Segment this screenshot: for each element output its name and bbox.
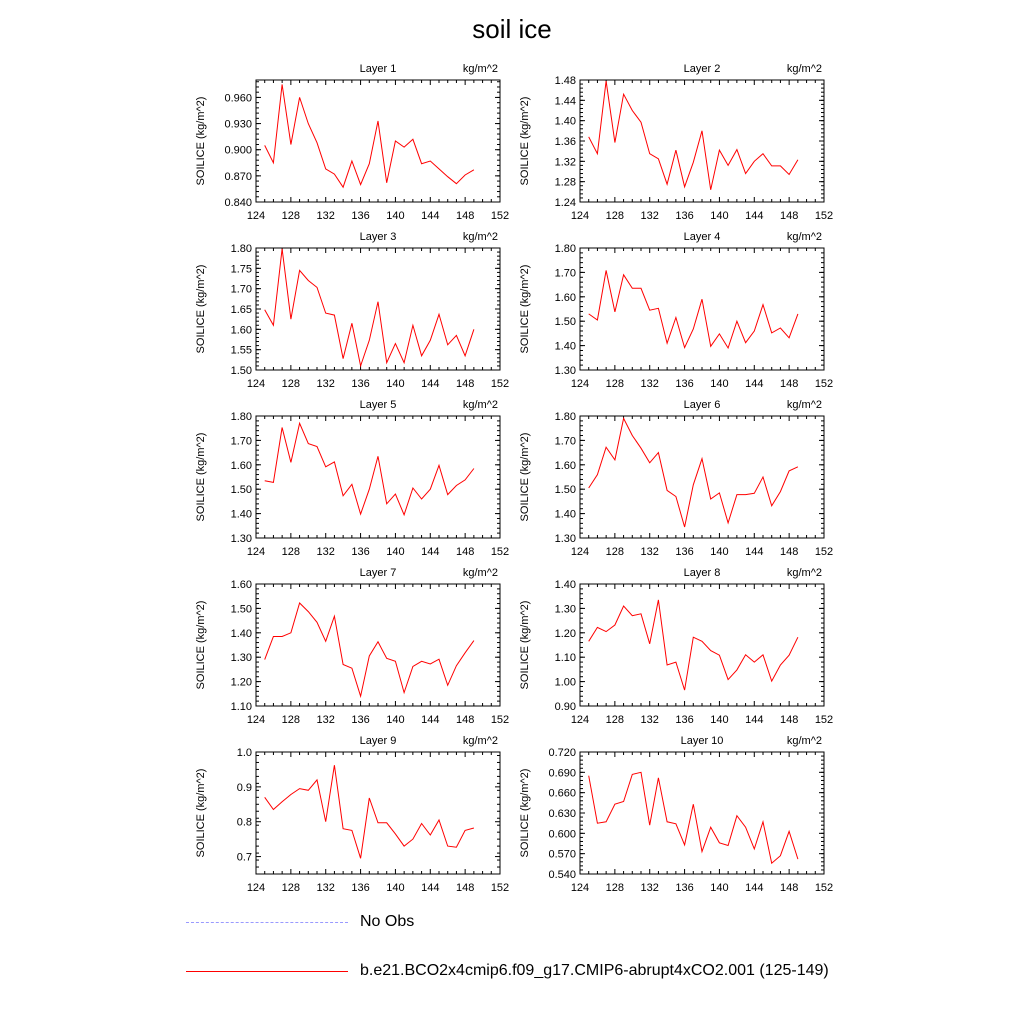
- x-tick-label: 132: [316, 378, 335, 390]
- y-tick-label: 1.70: [230, 435, 252, 448]
- y-tick-label: 1.60: [230, 459, 252, 472]
- y-tick-label: 0.870: [224, 170, 252, 183]
- panel-title: Layer 2: [683, 63, 721, 75]
- layer-panel: [519, 567, 833, 726]
- x-tick-label: 140: [710, 378, 729, 390]
- panel-units: kg/m^2: [462, 399, 498, 411]
- x-tick-label: 136: [675, 210, 694, 222]
- x-tick-label: 132: [640, 882, 659, 894]
- panel-units: kg/m^2: [786, 63, 822, 75]
- y-tick-label: 1.44: [554, 95, 576, 108]
- y-tick-label: 0.900: [224, 144, 252, 157]
- y-tick-label: 1.30: [230, 652, 252, 665]
- y-tick-label: 1.55: [230, 344, 252, 357]
- y-tick-label: 1.80: [230, 411, 252, 423]
- x-tick-label: 140: [386, 210, 405, 222]
- x-tick-label: 152: [814, 546, 834, 558]
- x-tick-label: 124: [246, 882, 266, 894]
- y-tick-label: 1.50: [554, 316, 576, 329]
- y-tick-label: 1.60: [554, 459, 576, 472]
- x-tick-label: 128: [605, 882, 625, 894]
- y-axis-label: SOILICE (kg/m^2): [519, 768, 531, 858]
- x-tick-label: 152: [490, 546, 510, 558]
- y-tick-label: 0.840: [224, 197, 252, 209]
- y-tick-label: 1.60: [554, 291, 576, 304]
- x-tick-label: 144: [421, 378, 440, 390]
- plot-frame: [580, 248, 824, 370]
- x-tick-label: 124: [246, 210, 266, 222]
- panel-title: Layer 10: [680, 735, 724, 747]
- x-tick-label: 136: [351, 714, 370, 726]
- y-axis-label: SOILICE (kg/m^2): [195, 96, 207, 186]
- x-tick-label: 148: [779, 546, 799, 558]
- series-line: [589, 600, 798, 690]
- y-tick-label: 1.70: [230, 283, 252, 296]
- x-tick-label: 148: [455, 882, 475, 894]
- y-tick-label: 1.00: [554, 676, 576, 689]
- panel-title: Layer 5: [359, 399, 397, 411]
- y-tick-label: 1.60: [230, 324, 252, 337]
- layer-panel: [519, 735, 833, 894]
- y-tick-label: 1.30: [230, 533, 252, 545]
- series-line: [265, 423, 474, 515]
- y-tick-label: 0.570: [548, 848, 576, 861]
- y-tick-label: 1.28: [554, 176, 576, 189]
- y-tick-label: 0.7: [236, 851, 252, 864]
- panel-units: kg/m^2: [462, 63, 498, 75]
- x-tick-label: 140: [710, 882, 729, 894]
- y-tick-label: 1.40: [554, 508, 576, 521]
- x-tick-label: 128: [605, 378, 625, 390]
- y-axis-label: SOILICE (kg/m^2): [519, 600, 531, 690]
- plot-frame: [580, 752, 824, 874]
- y-axis-label: SOILICE (kg/m^2): [195, 768, 207, 858]
- x-tick-label: 136: [351, 546, 370, 558]
- y-tick-label: 1.30: [554, 603, 576, 616]
- y-tick-label: 1.10: [554, 652, 576, 665]
- layer-panel: [195, 399, 509, 558]
- y-tick-label: 1.40: [554, 340, 576, 353]
- y-tick-label: 1.48: [554, 75, 576, 87]
- x-tick-label: 128: [605, 546, 625, 558]
- x-tick-label: 148: [779, 882, 799, 894]
- x-tick-label: 132: [316, 714, 335, 726]
- series-line: [589, 772, 798, 863]
- y-tick-label: 0.690: [548, 767, 576, 780]
- panel-units: kg/m^2: [786, 399, 822, 411]
- x-tick-label: 144: [421, 210, 440, 222]
- panel-title: Layer 6: [683, 399, 721, 411]
- x-tick-label: 132: [640, 714, 659, 726]
- y-tick-label: 1.36: [554, 136, 576, 148]
- plot-frame: [580, 584, 824, 706]
- x-tick-label: 132: [640, 210, 659, 222]
- y-tick-label: 1.80: [230, 243, 252, 255]
- x-tick-label: 152: [814, 210, 834, 222]
- x-tick-label: 140: [386, 378, 405, 390]
- plot-frame: [580, 80, 824, 202]
- x-tick-label: 144: [745, 882, 764, 894]
- plot-frame: [256, 752, 500, 874]
- x-tick-label: 124: [570, 210, 590, 222]
- y-tick-label: 0.630: [548, 808, 576, 820]
- y-axis-label: SOILICE (kg/m^2): [195, 264, 207, 354]
- y-tick-label: 0.600: [548, 828, 576, 841]
- y-tick-label: 1.10: [230, 701, 252, 713]
- figure-title: soil ice: [472, 14, 552, 44]
- y-tick-label: 0.930: [224, 118, 252, 131]
- layer-panel: [195, 567, 509, 726]
- layer-panel: [195, 231, 509, 390]
- series-line: [265, 765, 474, 858]
- panel-units: kg/m^2: [462, 567, 498, 579]
- x-tick-label: 140: [386, 882, 405, 894]
- y-tick-label: 1.0: [236, 747, 252, 759]
- x-tick-label: 140: [710, 546, 729, 558]
- x-tick-label: 152: [814, 714, 834, 726]
- x-tick-label: 132: [640, 546, 659, 558]
- y-tick-label: 1.20: [554, 627, 576, 640]
- series-line: [589, 270, 798, 348]
- x-tick-label: 128: [281, 378, 301, 390]
- x-tick-label: 144: [421, 546, 440, 558]
- x-tick-label: 140: [386, 546, 405, 558]
- x-tick-label: 124: [570, 882, 590, 894]
- x-tick-label: 132: [640, 378, 659, 390]
- legend-label-no-obs: No Obs: [360, 913, 415, 930]
- x-tick-label: 144: [745, 714, 764, 726]
- x-tick-label: 144: [421, 882, 440, 894]
- layer-panel: [519, 63, 833, 222]
- x-tick-label: 144: [745, 210, 764, 222]
- x-tick-label: 148: [455, 714, 475, 726]
- y-tick-label: 1.40: [554, 115, 576, 128]
- y-axis-label: SOILICE (kg/m^2): [519, 264, 531, 354]
- panel-title: Layer 3: [359, 231, 397, 243]
- x-tick-label: 140: [710, 210, 729, 222]
- x-tick-label: 128: [281, 546, 301, 558]
- panel-title: Layer 7: [359, 567, 397, 579]
- x-tick-label: 124: [246, 546, 266, 558]
- y-tick-label: 1.40: [230, 508, 252, 521]
- x-tick-label: 124: [570, 378, 590, 390]
- x-tick-label: 136: [351, 882, 370, 894]
- x-tick-label: 136: [675, 714, 694, 726]
- y-tick-label: 0.720: [548, 747, 576, 759]
- y-tick-label: 0.9: [236, 781, 252, 794]
- x-tick-label: 128: [605, 714, 625, 726]
- legend-label-model-run: b.e21.BCO2x4cmip6.f09_g17.CMIP6-abrupt4xCO2.001 (125-149): [360, 962, 829, 979]
- layer-panel: [519, 399, 833, 558]
- y-tick-label: 1.20: [230, 676, 252, 689]
- plot-frame: [256, 416, 500, 538]
- x-tick-label: 148: [455, 210, 475, 222]
- plot-frame: [256, 584, 500, 706]
- x-tick-label: 144: [745, 378, 764, 390]
- panel-units: kg/m^2: [786, 567, 822, 579]
- x-tick-label: 132: [316, 546, 335, 558]
- y-tick-label: 1.40: [230, 627, 252, 640]
- x-tick-label: 152: [814, 378, 834, 390]
- panel-title: Layer 1: [359, 63, 397, 75]
- x-tick-label: 124: [570, 546, 590, 558]
- y-axis-label: SOILICE (kg/m^2): [519, 432, 531, 522]
- panel-units: kg/m^2: [462, 735, 498, 747]
- panel-title: Layer 8: [683, 567, 721, 579]
- x-tick-label: 152: [490, 882, 510, 894]
- series-line: [589, 81, 798, 190]
- x-tick-label: 136: [675, 882, 694, 894]
- panel-units: kg/m^2: [786, 735, 822, 747]
- y-tick-label: 0.8: [236, 816, 252, 829]
- y-tick-label: 1.80: [554, 243, 576, 255]
- series-line: [265, 84, 474, 187]
- x-tick-label: 140: [386, 714, 405, 726]
- panel-title: Layer 9: [359, 735, 397, 747]
- x-tick-label: 136: [351, 210, 370, 222]
- x-tick-label: 124: [570, 714, 590, 726]
- y-tick-label: 1.50: [230, 365, 252, 377]
- x-tick-label: 124: [246, 378, 266, 390]
- series-line: [265, 603, 474, 696]
- y-tick-label: 1.75: [230, 263, 252, 276]
- y-tick-label: 0.960: [224, 92, 252, 105]
- y-tick-label: 1.50: [554, 484, 576, 497]
- y-tick-label: 1.24: [554, 197, 576, 209]
- x-tick-label: 124: [246, 714, 266, 726]
- y-tick-label: 1.40: [554, 579, 576, 591]
- x-tick-label: 148: [779, 378, 799, 390]
- legend-swatch-model-run: [186, 971, 348, 972]
- y-tick-label: 0.660: [548, 787, 576, 800]
- y-tick-label: 0.90: [554, 701, 576, 713]
- y-tick-label: 1.32: [554, 156, 576, 169]
- y-tick-label: 1.70: [554, 435, 576, 448]
- x-tick-label: 144: [745, 546, 764, 558]
- x-tick-label: 128: [281, 714, 301, 726]
- x-tick-label: 128: [281, 882, 301, 894]
- y-tick-label: 1.65: [230, 304, 252, 316]
- x-tick-label: 144: [421, 714, 440, 726]
- x-tick-label: 148: [455, 378, 475, 390]
- y-tick-label: 1.50: [230, 603, 252, 616]
- x-tick-label: 128: [605, 210, 625, 222]
- x-tick-label: 152: [490, 210, 510, 222]
- legend-item-no-obs: [186, 912, 414, 932]
- y-axis-label: SOILICE (kg/m^2): [195, 432, 207, 522]
- layer-panel: [195, 63, 509, 222]
- x-tick-label: 140: [710, 714, 729, 726]
- y-tick-label: 1.70: [554, 267, 576, 280]
- x-tick-label: 152: [490, 714, 510, 726]
- series-line: [265, 249, 474, 366]
- y-axis-label: SOILICE (kg/m^2): [519, 96, 531, 186]
- legend-item-model-run: [186, 961, 829, 981]
- series-line: [589, 418, 798, 527]
- plot-frame: [580, 416, 824, 538]
- x-tick-label: 148: [779, 210, 799, 222]
- x-tick-label: 132: [316, 882, 335, 894]
- x-tick-label: 136: [351, 378, 370, 390]
- panel-title: Layer 4: [683, 231, 721, 243]
- layer-panel: [195, 735, 509, 894]
- panel-units: kg/m^2: [462, 231, 498, 243]
- y-tick-label: 0.540: [548, 869, 576, 881]
- panel-units: kg/m^2: [786, 231, 822, 243]
- y-tick-label: 1.80: [554, 411, 576, 423]
- y-tick-label: 1.60: [230, 579, 252, 591]
- legend-swatch-no-obs: [186, 922, 348, 923]
- x-tick-label: 152: [814, 882, 834, 894]
- plot-frame: [256, 80, 500, 202]
- layer-panel: [519, 231, 833, 390]
- x-tick-label: 132: [316, 210, 335, 222]
- y-axis-label: SOILICE (kg/m^2): [195, 600, 207, 690]
- x-tick-label: 148: [779, 714, 799, 726]
- x-tick-label: 152: [490, 378, 510, 390]
- y-tick-label: 1.50: [230, 484, 252, 497]
- x-tick-label: 148: [455, 546, 475, 558]
- x-tick-label: 136: [675, 378, 694, 390]
- y-tick-label: 1.30: [554, 533, 576, 545]
- x-tick-label: 136: [675, 546, 694, 558]
- x-tick-label: 128: [281, 210, 301, 222]
- y-tick-label: 1.30: [554, 365, 576, 377]
